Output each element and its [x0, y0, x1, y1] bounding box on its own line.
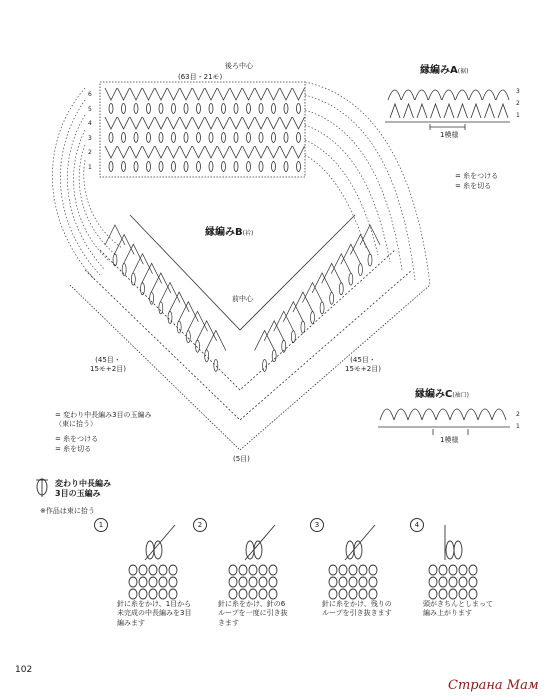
step-1-number: 1: [94, 518, 108, 532]
step-3-caption: 針に糸をかけ、残りの ループを引き抜きます: [322, 600, 392, 618]
step-2-caption: 針に糸をかけ、針の6 ループを一度に引き抜 きます: [218, 600, 288, 627]
technique-note: ※作品は束に拾う: [40, 507, 95, 515]
guide-curves: [52, 82, 430, 285]
page-number: 102: [15, 665, 33, 675]
edge-c-chart: [378, 409, 510, 435]
legend-left-cut: = 糸を切る: [55, 445, 92, 453]
front-center-label: 前中心: [232, 295, 253, 303]
edge-b-title: 縁編みB(衿): [205, 227, 254, 238]
back-center-label: 後ろ中心: [225, 62, 253, 70]
legend-left-attach: = 糸をつける: [55, 435, 99, 443]
edge-a-title: 縁編みA(裾): [420, 65, 469, 76]
back-band: [100, 82, 305, 177]
legend-top-cut: = 糸を切る: [455, 182, 492, 190]
edge-a-repeat: 1模様: [440, 131, 459, 139]
step-2-number: 2: [193, 518, 207, 532]
edge-c-repeat: 1模様: [440, 436, 459, 444]
edge-a-rows: 3 2 1: [516, 88, 520, 119]
special-stitch-symbol: [36, 479, 48, 497]
watermark-logo: Страна Мам: [448, 678, 539, 693]
step-4-number: 4: [410, 518, 424, 532]
step-1-caption: 針に糸をかけ、1目から 未完成の中長編みを3目 編みます: [117, 600, 192, 627]
edge-c-title: 縁編みC(袖口): [415, 389, 470, 400]
right-count-label: (45目・ 15モ+2目): [345, 356, 381, 373]
step-4-caption: 頭がきちんとしまって 編み上がります: [423, 600, 493, 618]
bottom-count-label: (5目): [233, 455, 250, 463]
technique-title: 変わり中長編み 3目の玉編み: [55, 479, 111, 499]
back-count-label: (63目・21モ): [178, 73, 223, 81]
edge-c-rows: 2 1: [516, 411, 520, 430]
left-count-label: (45目・ 15モ+2目): [90, 356, 126, 373]
legend-special-stitch: = 変わり中長編み3目の玉編み （束に拾う）: [55, 411, 152, 428]
legend-top-attach: = 糸をつける: [455, 172, 499, 180]
edge-a-chart: [385, 90, 510, 130]
step-3-number: 3: [310, 518, 324, 532]
row-numbers: 6 5 4 3 2 1: [88, 91, 92, 171]
